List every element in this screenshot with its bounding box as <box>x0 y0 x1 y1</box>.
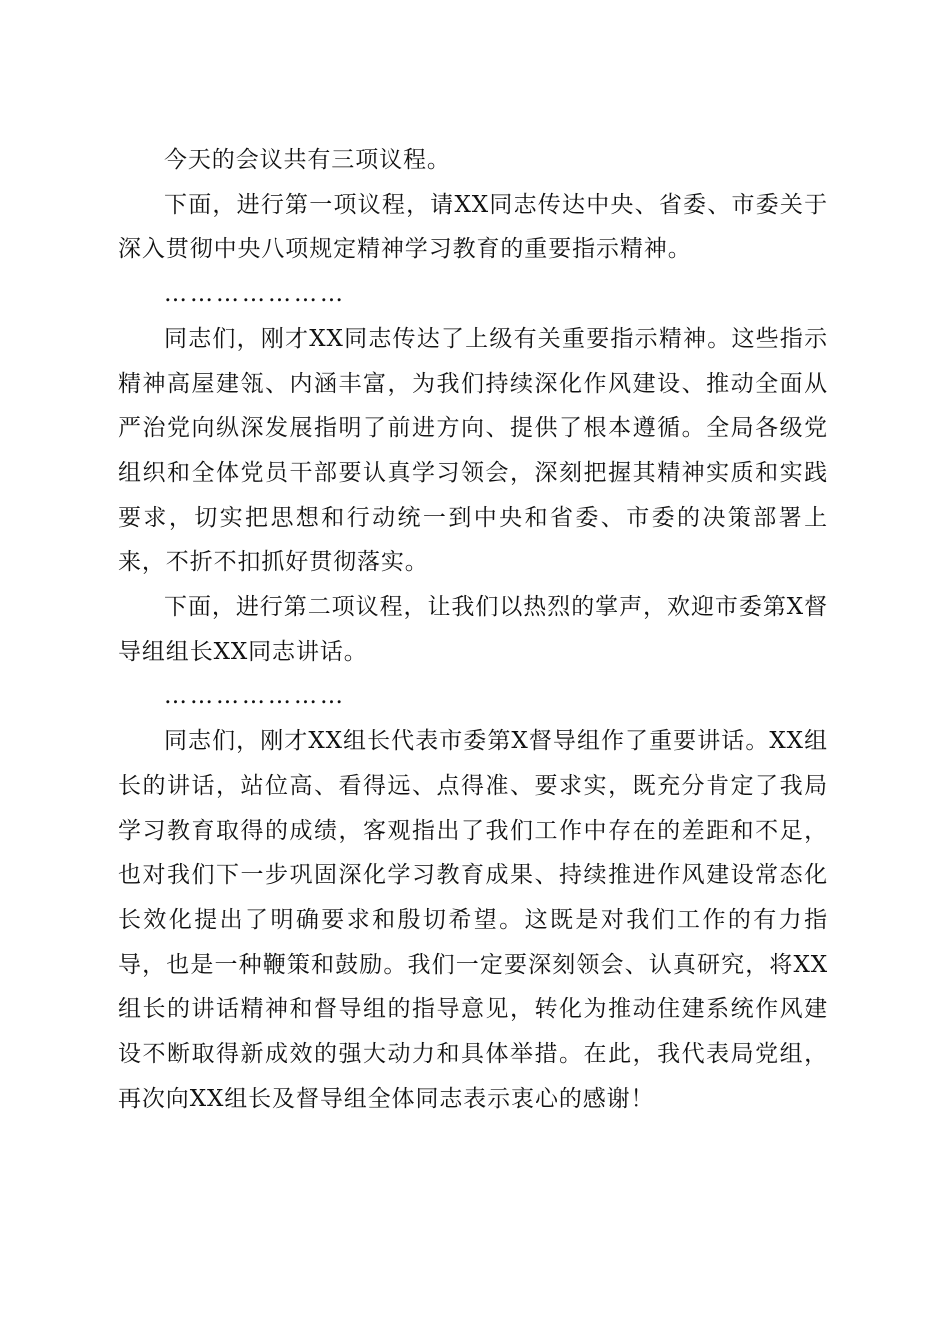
paragraph-agenda-item-1: 下面，进行第一项议程，请XX同志传达中央、省委、市委关于深入贯彻中央八项规定精神学习教育的重要指示精神。 <box>118 191 828 263</box>
paragraph-agenda-intro: 今天的会议共有三项议程。 <box>164 147 451 173</box>
paragraph-agenda-item-2: 下面，进行第二项议程，让我们以热烈的掌声，欢迎市委第X督导组组长XX同志讲话。 <box>118 594 828 665</box>
ellipsis-separator-2: ………………… <box>164 683 346 710</box>
paragraph-summary-2: 同志们，刚才XX组长代表市委第X督导组作了重要讲话。XX组长的讲话，站位高、看得远、点得准、要求实，既充分肯定了我局学习教育取得的成绩，客观指出了我们工作中存在的差距和不足，也对我们下一步巩固深化学习教育成果、持续推进作风建设常态化长效化提出了明确要求和殷切希望。这既是对我们工作的有力指导，也是一种鞭策和鼓励。我们一定要深刻领会、认真研究，将XX组长的讲话精神和督导组的指导意见，转化为推动住建系统作风建设不断取得新成效的强大动力和具体举措。在此，我代表局党组，再次向XX组长及督导组全体同志表示衷心的感谢！ <box>118 728 828 1112</box>
paragraph-summary-1: 同志们，刚才XX同志传达了上级有关重要指示精神。这些指示精神高屋建瓴、内涵丰富，为我们持续深化作风建设、推动全面从严治党向纵深发展指明了前进方向、提供了根本遵循。全局各级党组织和全体党员干部要认真学习领会，深刻把握其精神实质和实践要求，切实把思想和行动统一到中央和省委、市委的决策部署上来，不折不扣抓好贯彻落实。 <box>118 325 828 576</box>
document-body <box>118 138 828 1121</box>
ellipsis-separator-1: ………………… <box>164 281 346 308</box>
